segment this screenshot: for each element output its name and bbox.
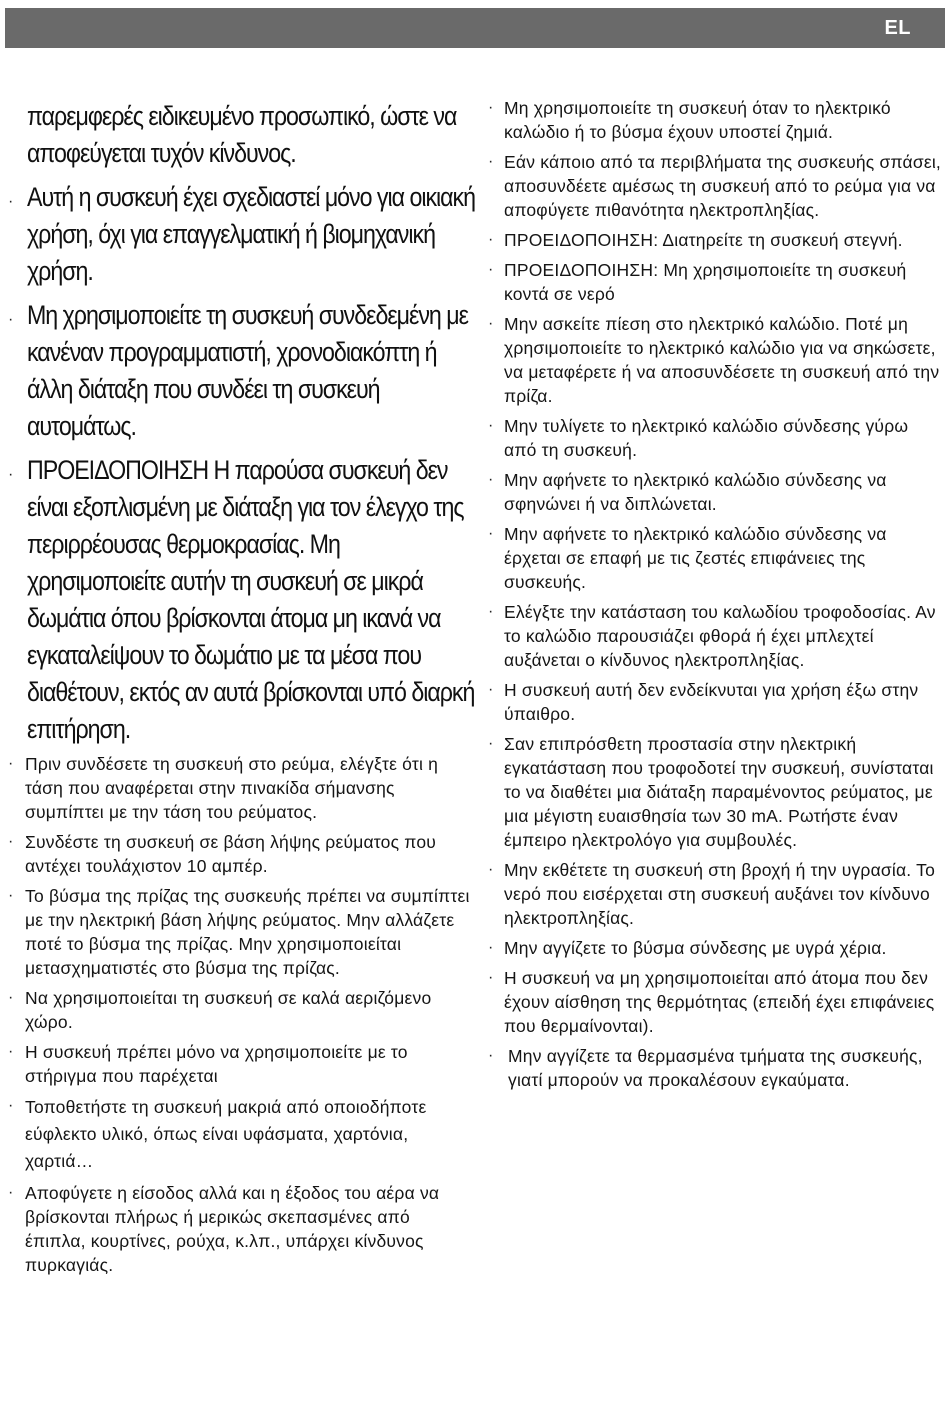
- bullet-icon: ·: [488, 261, 494, 278]
- list-item: [488, 468, 943, 516]
- list-item: [488, 1044, 943, 1092]
- list-item: [8, 830, 470, 878]
- list-item: [8, 884, 470, 980]
- list-item: [488, 258, 943, 306]
- bullet-icon: ·: [488, 153, 494, 170]
- list-item: [8, 452, 475, 748]
- item-text: Σαν επιπρόσθετη προστασία στην ηλεκτρική εγκατάσταση που τροφοδοτεί την συσκευή, συνίσταται το να διαθέτει μια διάταξη παραμένοντος ρεύματος, με μια μέγιστη ευαισθησία των 30 mA. Ρωτήστε έναν έμπειρο ηλεκτρολόγο για συμβουλές.: [504, 734, 934, 850]
- header-bar: [5, 8, 945, 48]
- item-text: ΠΡΟΕΙΔΟΠΟΙΗΣΗ: Μη χρησιμοποιείτε τη συσκευή κοντά σε νερό: [504, 260, 907, 304]
- item-text: Η συσκευή να μη χρησιμοποιείται από άτομα που δεν έχουν αίσθηση της θερμότητας (επειδή έχει επιφάνειες που θερμαίνονται).: [504, 968, 935, 1036]
- item-text: Μην αφήνετε το ηλεκτρικό καλώδιο σύνδεσης να έρχεται σε επαφή με τις ζεστές επιφάνειες της συσκευής.: [504, 524, 887, 592]
- item-text: Μην αγγίζετε το βύσμα σύνδεσης με υγρά χέρια.: [504, 938, 887, 958]
- list-item: [488, 732, 943, 852]
- list-item: [488, 150, 943, 222]
- list-item: [8, 752, 470, 824]
- bullet-icon: ·: [488, 471, 494, 488]
- right-column: [488, 96, 943, 1098]
- list-item: [488, 522, 943, 594]
- list-item: [8, 1040, 470, 1088]
- bullet-icon: ·: [8, 1097, 14, 1114]
- bullet-icon: ·: [8, 311, 14, 328]
- bullet-icon: ·: [8, 193, 14, 210]
- list-item: [488, 858, 943, 930]
- bullet-icon: ·: [488, 861, 494, 878]
- bullet-icon: ·: [488, 603, 494, 620]
- bullet-icon: ·: [488, 315, 494, 332]
- item-text: Τοποθετήστε τη συσκευή μακριά από οποιοδήποτε εύφλεκτο υλικό, όπως είναι υφάσματα, χαρτόνια, χαρτιά…: [25, 1097, 427, 1171]
- item-text: Μην αφήνετε το ηλεκτρικό καλώδιο σύνδεσης να σφηνώνει ή να διπλώνεται.: [504, 470, 887, 514]
- bullet-icon: ·: [488, 735, 494, 752]
- item-text: Ελέγξτε την κατάσταση του καλωδίου τροφοδοσίας. Αν το καλώδιο παρουσιάζει φθορά ή έχει μπλεχτεί αυξάνεται ο κίνδυνος ηλεκτροπληξίας.: [504, 602, 936, 670]
- bullet-icon: ·: [488, 939, 494, 956]
- list-item: [488, 312, 943, 408]
- item-text: Πριν συνδέσετε τη συσκευή στο ρεύμα, ελέγξτε ότι η τάση που αναφέρεται στην πινακίδα σήμανσης συμπίπτει με την τάση του ρεύματος.: [25, 754, 439, 822]
- bullet-icon: ·: [8, 466, 14, 483]
- item-text: Αποφύγετε η είσοδος αλλά και η έξοδος του αέρα να βρίσκονται πλήρως ή μερικώς σκεπασμένες από έπιπλα, κουρτίνες, ρούχα, κ.λπ., υπάρχει κίνδυνος πυρκαγιάς.: [25, 1183, 440, 1275]
- list-item: [8, 986, 470, 1034]
- list-item: [8, 1181, 470, 1277]
- list-item: [488, 936, 943, 960]
- item-text: Αυτή η συσκευή έχει σχεδιαστεί μόνο για οικιακή χρήση, όχι για επαγγελματική ή βιομηχανική χρήση.: [27, 182, 476, 286]
- item-text: Μη χρησιμοποιείτε τη συσκευή συνδεδεμένη με κανέναν προγραμματιστή, χρονοδιακόπτη ή άλλη διάταξη που συνδέει τη συσκευή αυτομάτως.: [27, 300, 468, 441]
- bullet-icon: ·: [488, 525, 494, 542]
- list-item: [8, 98, 470, 172]
- item-text: Συνδέστε τη συσκευή σε βάση λήψης ρεύματος που αντέχει τουλάχιστον 10 αμπέρ.: [25, 832, 437, 876]
- bullet-icon: ·: [8, 1184, 14, 1201]
- left-column: [8, 98, 476, 1283]
- item-text: ΠΡΟΕΙΔΟΠΟΙΗΣΗ Η παρούσα συσκευή δεν είναι εξοπλισμένη με διάταξη για τον έλεγχο της περιρρέουσας θερμοκρασίας. Μη χρησιμοποιείτε αυτήν τη συσκευή σε μικρά δωμάτια όπου βρίσκονται άτομα μη ικανά να εγκαταλείψουν το δωμάτιο με τα μέσα που διαθέτουν, εκτός αν αυτά βρίσκονται υπό διαρκή επιτήρηση.: [27, 455, 475, 744]
- bullet-icon: ·: [488, 681, 494, 698]
- item-text: Εάν κάποιο από τα περιβλήματα της συσκευής σπάσει, αποσυνδέετε αμέσως τη συσκευή από το ρεύμα για να αποφύγετε πιθανότητα ηλεκτροπληξίας.: [504, 152, 941, 220]
- list-item: [488, 414, 943, 462]
- item-text: Το βύσμα της πρίζας της συσκευής πρέπει να συμπίπτει με την ηλεκτρική βάση λήψης ρεύματος. Μην αλλάζετε ποτέ το βύσμα της πρίζας. Μην χρησιμοποιείται μετασχηματιστές στο βύσμα της πρίζας.: [25, 886, 470, 978]
- bullet-icon: ·: [488, 417, 494, 434]
- bullet-icon: ·: [8, 1043, 14, 1060]
- bullet-icon: ·: [488, 1047, 494, 1064]
- language-label: EL: [884, 17, 911, 39]
- list-item: [488, 966, 943, 1038]
- bullet-icon: ·: [488, 231, 494, 248]
- list-item: [488, 678, 943, 726]
- bullet-icon: ·: [488, 99, 494, 116]
- item-text: Μην εκθέτετε τη συσκευή στη βροχή ή την υγρασία. Το νερό που εισέρχεται στη συσκευή αυξάνει τον κίνδυνο ηλεκτροπληξίας.: [504, 860, 936, 928]
- item-text: Η συσκευή πρέπει μόνο να χρησιμοποιείτε με το στήριγμα που παρέχεται: [25, 1042, 408, 1086]
- bullet-icon: ·: [8, 833, 14, 850]
- bullet-icon: ·: [8, 755, 14, 772]
- list-item: [488, 228, 943, 252]
- item-text: Μη χρησιμοποιείτε τη συσκευή όταν το ηλεκτρικό καλώδιο ή το βύσμα έχουν υποστεί ζημιά.: [504, 98, 891, 142]
- list-item: [488, 96, 943, 144]
- list-item: [8, 1094, 470, 1175]
- bullet-icon: ·: [8, 989, 14, 1006]
- bullet-icon: ·: [488, 969, 494, 986]
- item-text: Η συσκευή αυτή δεν ενδείκνυται για χρήση έξω στην ύπαιθρο.: [504, 680, 919, 724]
- item-text: ΠΡΟΕΙΔΟΠΟΙΗΣΗ: Διατηρείτε τη συσκευή στεγνή.: [504, 230, 903, 250]
- item-text: Μην τυλίγετε το ηλεκτρικό καλώδιο σύνδεσης γύρω από τη συσκευή.: [504, 416, 909, 460]
- list-item: [488, 600, 943, 672]
- item-text: Μην ασκείτε πίεση στο ηλεκτρικό καλώδιο. Ποτέ μη χρησιμοποιείτε το ηλεκτρικό καλώδιο για να σηκώσετε, να μεταφέρετε ή να αποσυνδέσετε τη συσκευή από την πρίζα.: [504, 314, 940, 406]
- bullet-icon: ·: [8, 887, 14, 904]
- list-item: [8, 179, 476, 290]
- item-text: Μην αγγίζετε τα θερμασμένα τμήματα της συσκευής, γιατί μπορούν να προκαλέσουν εγκαύματα.: [508, 1046, 923, 1090]
- item-text: Να χρησιμοποιείται τη συσκευή σε καλά αεριζόμενο χώρο.: [25, 988, 432, 1032]
- intro-text: παρεμφερές ειδικευμένο προσωπικό, ώστε να αποφεύγεται τυχόν κίνδυνος.: [27, 101, 457, 168]
- list-item: [8, 297, 470, 445]
